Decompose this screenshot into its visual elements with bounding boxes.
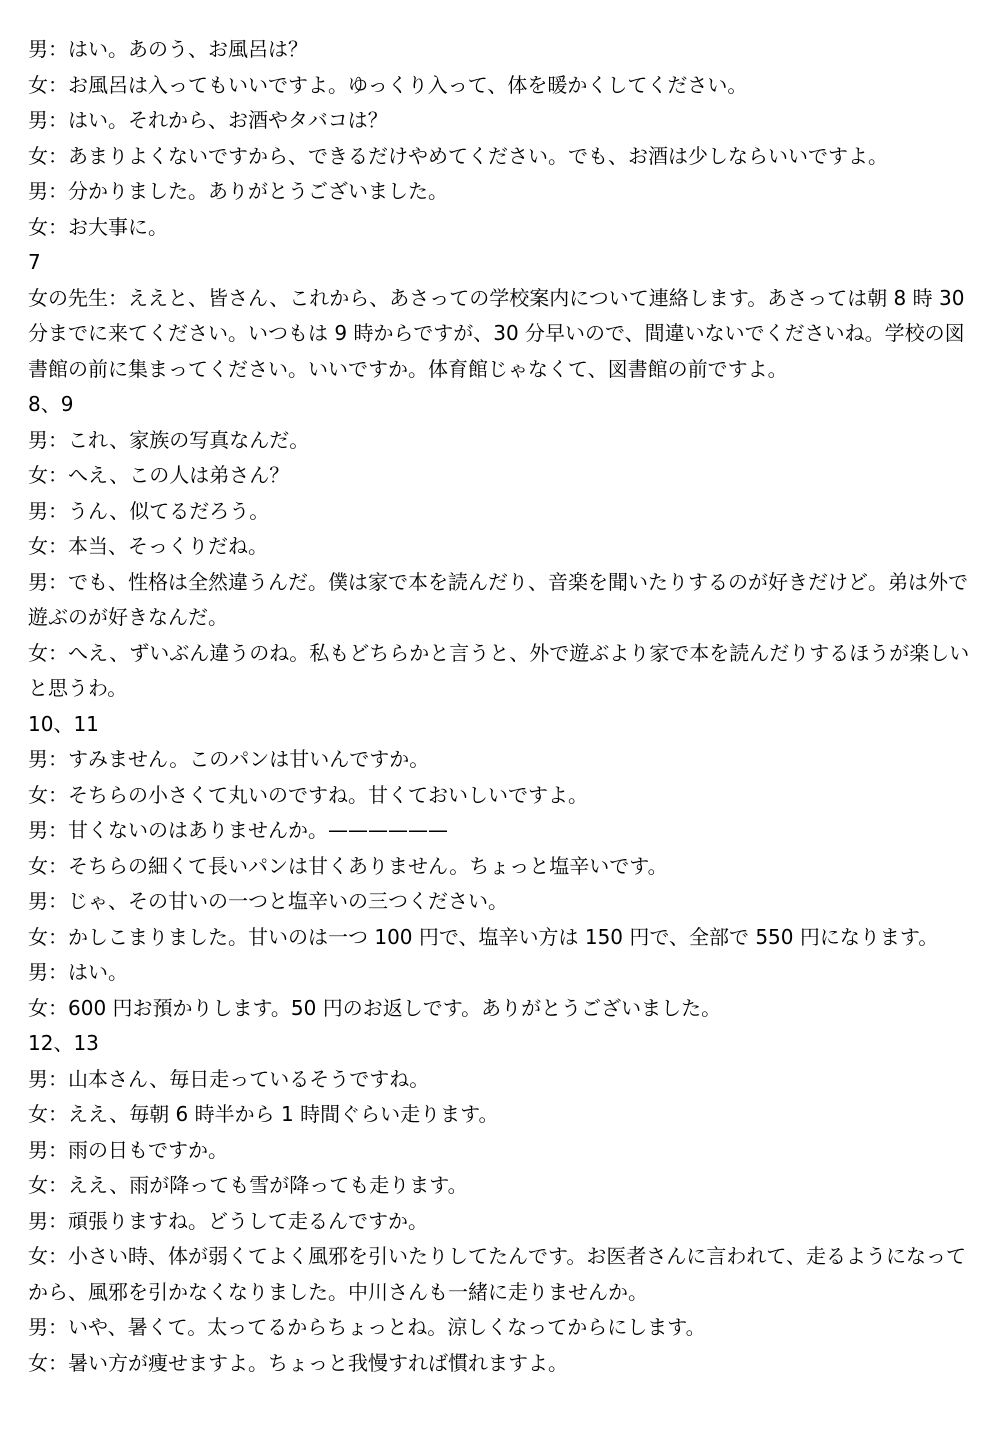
dialogue-line: 男：甘くないのはありませんか。—————— xyxy=(28,818,448,842)
section-number: 12、13 xyxy=(28,1031,99,1055)
dialogue-line: 女：小さい時、体が弱くてよく風邪を引いたりしてたんです。お医者さんに言われて、走るようになってから、風邪を引かなくなりました。中川さんも一緒に走りませんか。 xyxy=(28,1244,966,1304)
dialogue-line: 女：へえ、この人は弟さん？ xyxy=(28,463,290,487)
dialogue-line: 女の先生：ええと、皆さん、これから、あさっての学校案内について連絡します。あさっては朝 8 時 30 分までに来てください。いつもは 9 時からですが、30 分早いので、間違いないでくださいね。学校の図書館の前に集まってください。いいですか。体育館じゃなくて、図書館の前ですよ。 xyxy=(28,285,965,381)
dialogue-line: 女：そちらの小さくて丸いのですね。甘くておいしいですよ。 xyxy=(28,782,588,807)
dialogue-line: 男：頑張りますね。どうして走るんですか。 xyxy=(28,1208,428,1233)
dialogue-line: 女：かしこまりました。甘いのは一つ 100 円で、塩辛い方は 150 円で、全部で 550 円になります。 xyxy=(28,924,939,949)
dialogue-line: 女：あまりよくないですから、できるだけやめてください。でも、お酒は少しならいいですよ。 xyxy=(28,143,888,168)
section-number: 7 xyxy=(28,250,41,274)
dialogue-line: 男：分かりました。ありがとうございました。 xyxy=(28,179,448,203)
dialogue-line: 男：雨の日もですか。 xyxy=(28,1137,228,1162)
dialogue-line: 女：暑い方が痩せますよ。ちょっと我慢すれば慣れますよ。 xyxy=(28,1350,568,1375)
dialogue-line: 男：山本さん、毎日走っているそうですね。 xyxy=(28,1066,430,1091)
dialogue-line: 女：お大事に。 xyxy=(28,214,168,239)
dialogue-line: 女：ええ、毎朝 6 時半から 1 時間ぐらい走ります。 xyxy=(28,1102,499,1126)
section-number: 10、11 xyxy=(28,711,99,736)
document-page xyxy=(28,32,976,1381)
dialogue-line: 男：はい。それから、お酒やタバコは？ xyxy=(28,108,388,132)
dialogue-line: 女：600 円お預かりします。50 円のお返しです。ありがとうございました。 xyxy=(28,995,722,1020)
section-number: 8、9 xyxy=(28,392,74,416)
dialogue-line: 男：じゃ、その甘いの一つと塩辛いの三つください。 xyxy=(28,889,508,913)
dialogue-line: 女：ええ、雨が降っても雪が降っても走ります。 xyxy=(28,1173,468,1197)
dialogue-line: 男：うん、似てるだろう。 xyxy=(28,498,270,523)
dialogue-line: 男：でも、性格は全然違うんだ。僕は家で本を読んだり、音楽を聞いたりするのが好きだけど。弟は外で遊ぶのが好きなんだ。 xyxy=(28,569,968,629)
dialogue-line: 男：すみません。このパンは甘いんですか。 xyxy=(28,747,430,771)
dialogue-line: 女：へえ、ずいぶん違うのね。私もどちらかと言うと、外で遊ぶより家で本を読んだりするほうが楽しいと思うわ。 xyxy=(28,640,970,700)
dialogue-line: 男：はい。 xyxy=(28,960,128,984)
dialogue-line: 女：そちらの細くて長いパンは甘くありません。ちょっと塩辛いです。 xyxy=(28,853,668,878)
dialogue-line: 男：はい。あのう、お風呂は？ xyxy=(28,37,308,61)
dialogue-line: 男：これ、家族の写真なんだ。 xyxy=(28,427,310,452)
dialogue-line: 女：本当、そっくりだね。 xyxy=(28,534,268,558)
dialogue-line: 男：いや、暑くて。太ってるからちょっとね。涼しくなってからにします。 xyxy=(28,1315,706,1339)
dialogue-line: 女：お風呂は入ってもいいですよ。ゆっくり入って、体を暖かくしてください。 xyxy=(28,72,748,97)
